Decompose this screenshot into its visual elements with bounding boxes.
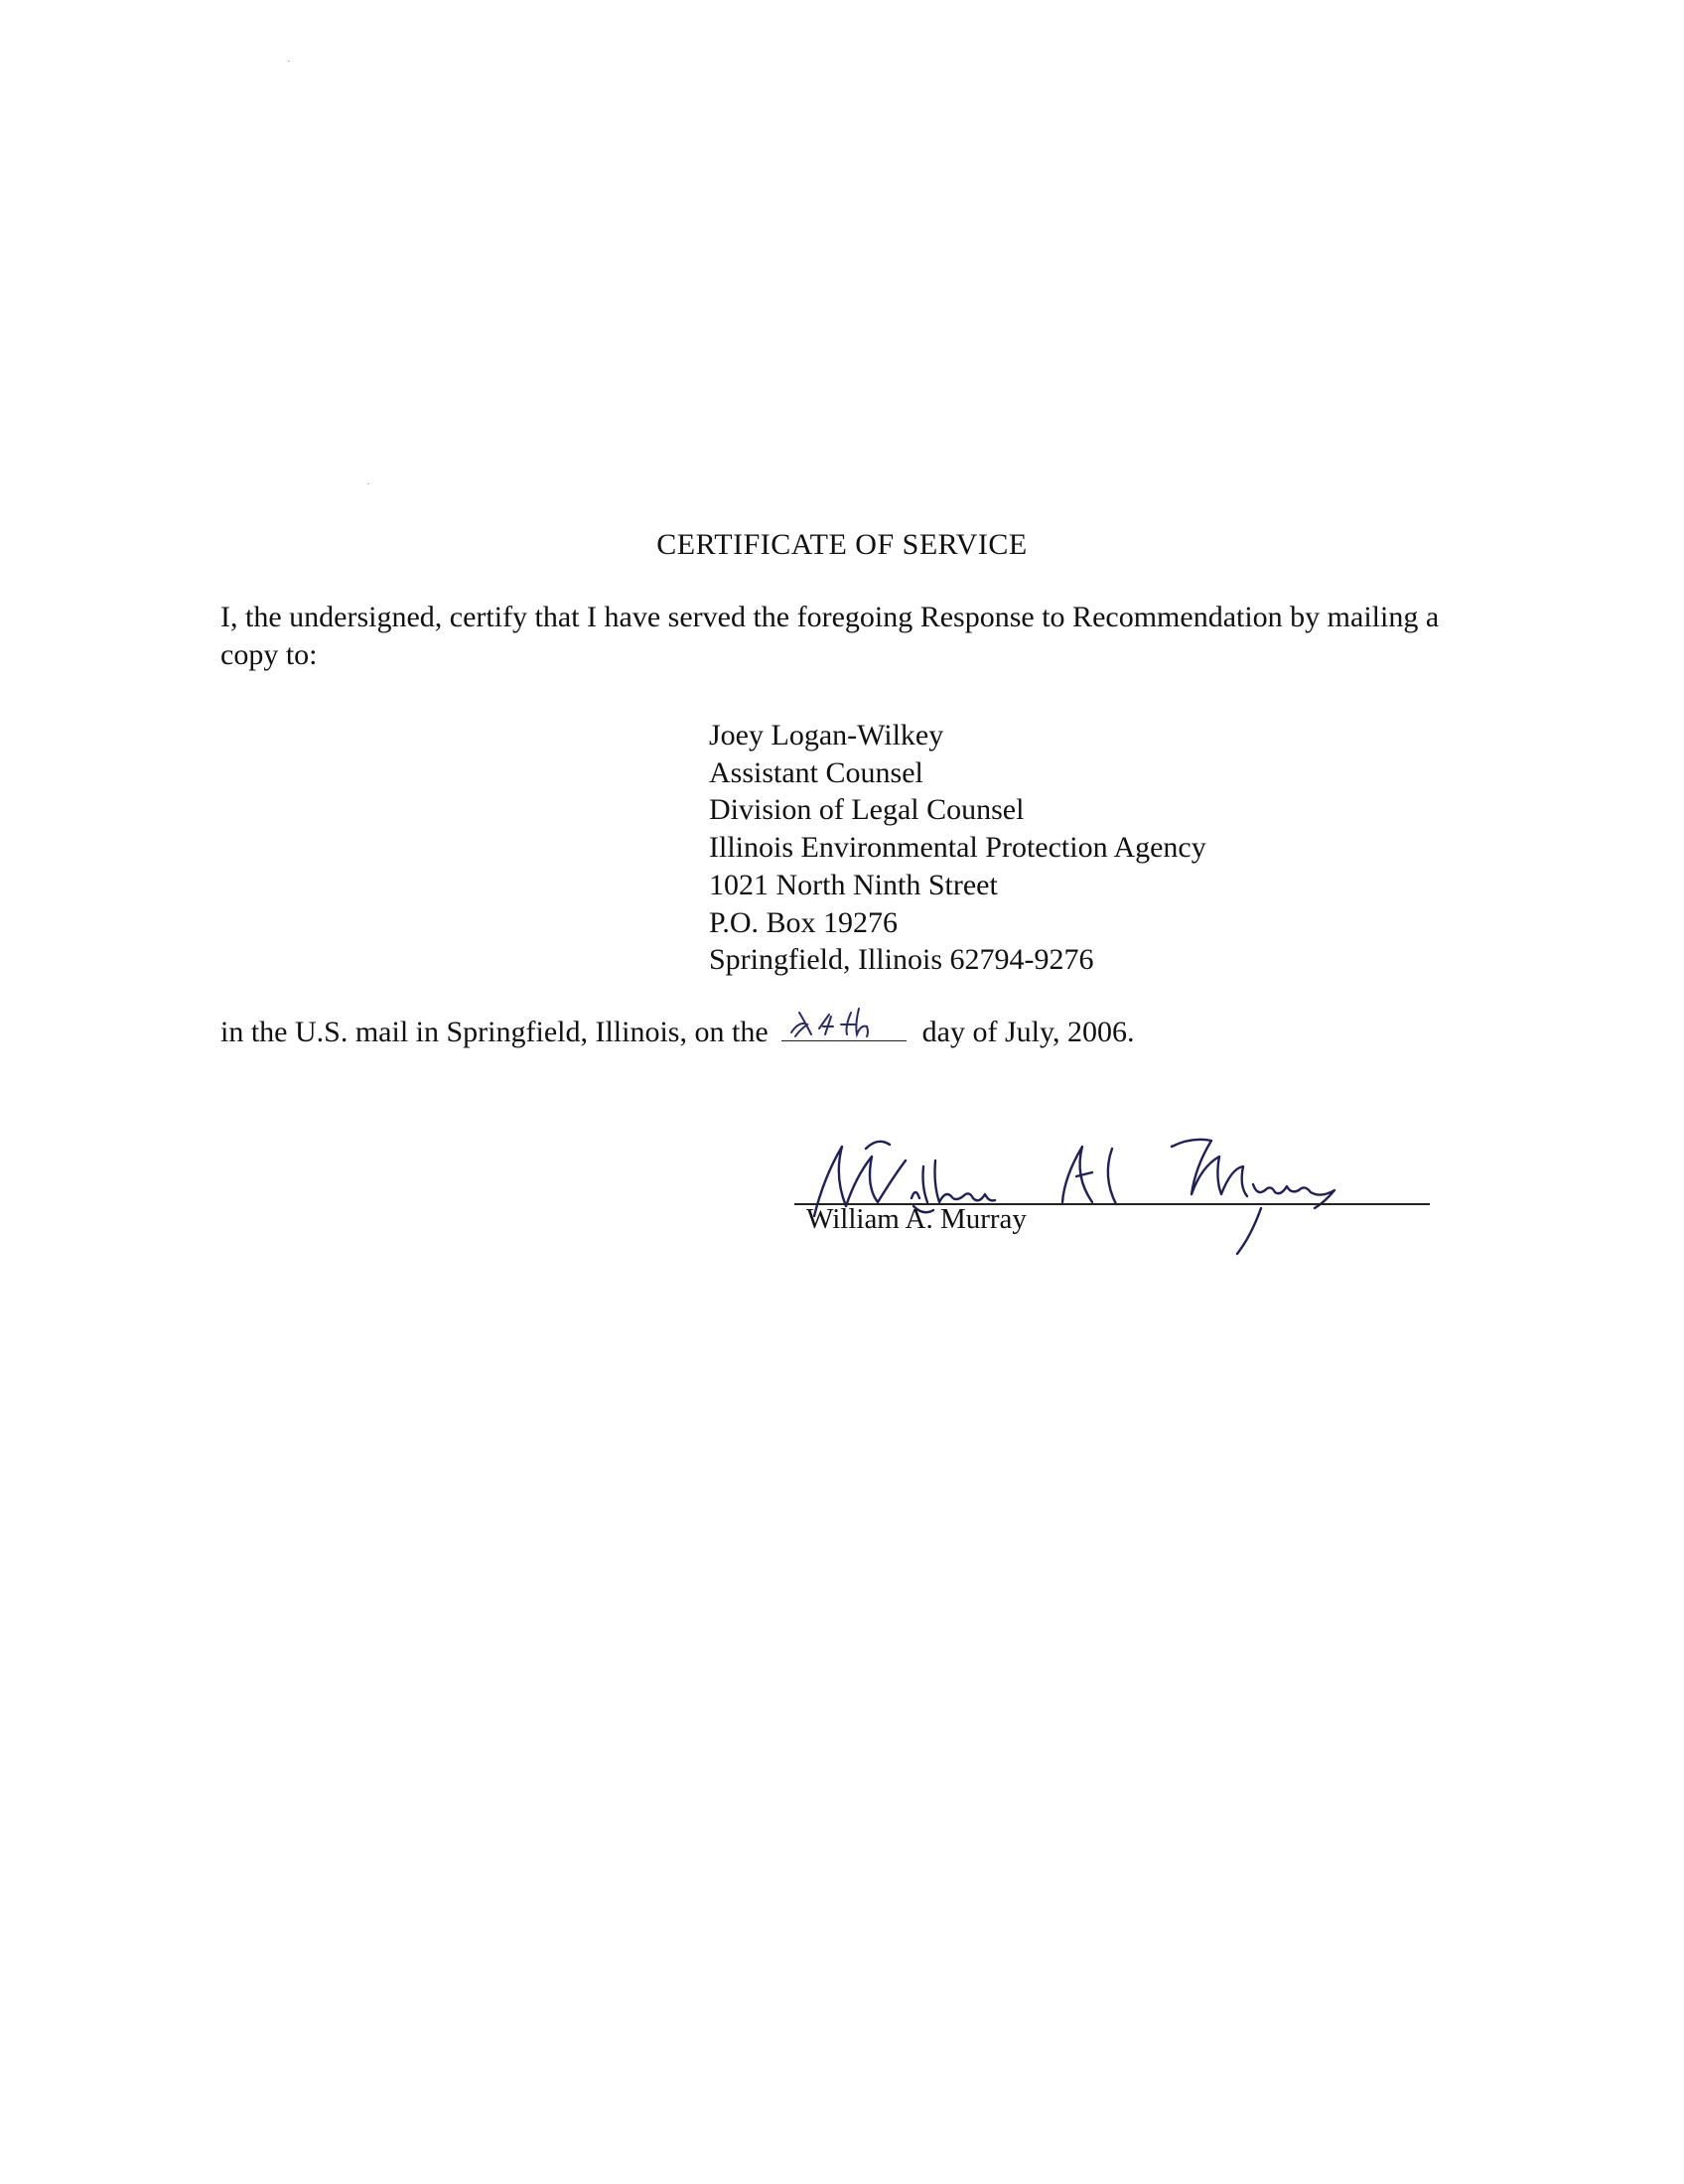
recipient-position: Assistant Counsel [709, 755, 923, 789]
mailing-statement [220, 1011, 1135, 1049]
recipient-name: Joey Logan-Wilkey [709, 719, 944, 751]
recipient-agency: Illinois Environmental Protection Agency [709, 831, 1206, 865]
signer-name: William A. Murray [806, 1203, 1027, 1235]
recipient-city-state-zip: Springfield, Illinois 62794-9276 [709, 943, 1094, 977]
recipient-po-box: P.O. Box 19276 [709, 905, 899, 939]
document-title: CERTIFICATE OF SERVICE [656, 528, 1028, 561]
recipient-division: Division of Legal Counsel [709, 793, 1025, 827]
recipient-street: 1021 North Ninth Street [709, 868, 998, 901]
handwritten-day-drawing [785, 1003, 905, 1042]
signature-block [794, 1107, 1440, 1256]
scan-speck [288, 61, 290, 62]
mailing-statement-prefix: in the U.S. mail in Springfield, Illinois, on the [220, 1016, 769, 1048]
recipient-address-block [709, 717, 1206, 979]
certification-statement: I, the undersigned, certify that I have served the foregoing Response to Recommendation by mailing a copy to: [220, 601, 1440, 671]
handwritten-day-field [781, 1011, 907, 1041]
scan-speck [367, 483, 369, 484]
mailing-statement-suffix: day of July, 2006. [921, 1016, 1135, 1048]
